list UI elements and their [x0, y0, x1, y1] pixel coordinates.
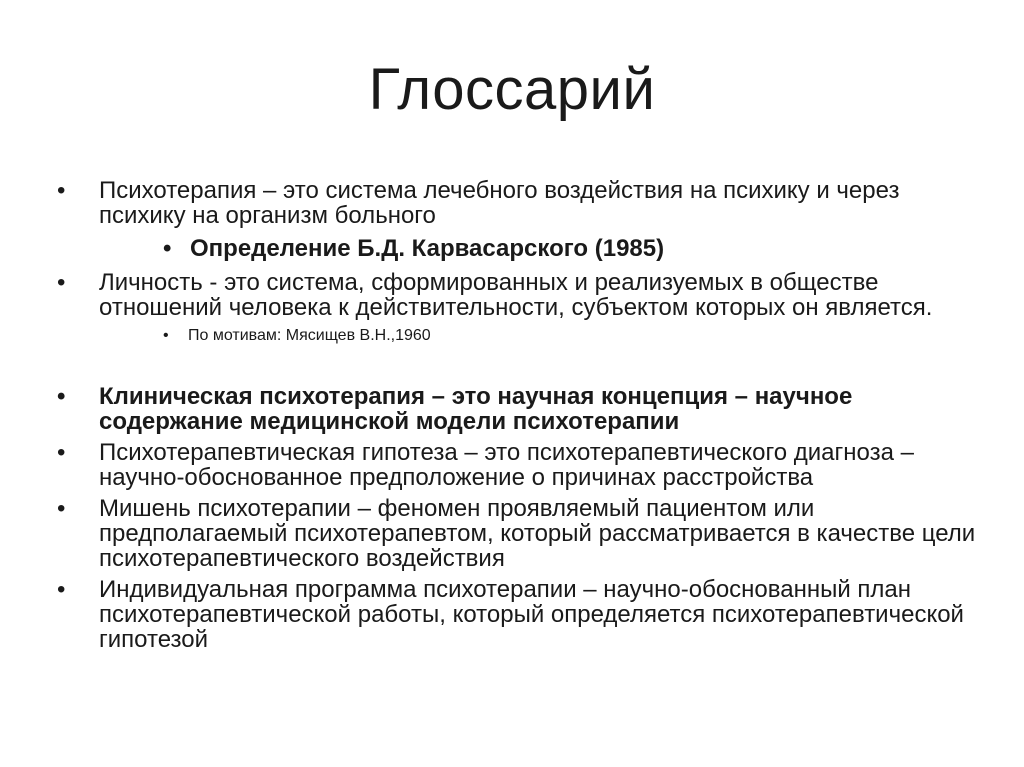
bullet-icon: •	[57, 177, 66, 204]
bullet-item-personality-source	[0, 326, 948, 346]
bullet-text: Психотерапевтическая гипотеза – это психотерапевтического диагноза – научно-обоснованное предположение о причинах расстройства	[99, 439, 914, 491]
bullet-icon: •	[57, 576, 66, 603]
bullet-icon: •	[163, 327, 169, 344]
bullet-item-psychotherapy	[0, 178, 979, 228]
bullet-item-individual-program	[0, 577, 979, 652]
bullet-icon: •	[57, 383, 66, 410]
bullet-item-definition-source	[0, 236, 950, 261]
bullet-list	[0, 178, 1024, 658]
bullet-item-hypothesis	[0, 440, 979, 490]
bullet-item-clinical-psychotherapy	[0, 384, 979, 434]
bullet-text: Индивидуальная программа психотерапии – научно-обоснованный план психотерапевтической работы, который определяется психотерапевтической гипотезой	[99, 576, 964, 653]
bullet-icon: •	[57, 495, 66, 522]
bullet-icon: •	[57, 269, 66, 296]
bullet-text: По мотивам: Мясищев В.Н.,1960	[188, 327, 431, 344]
slide-title: Глоссарий	[368, 57, 656, 122]
bullet-text: Клиническая психотерапия – это научная концепция – научное содержание медицинской модели психотерапии	[99, 383, 853, 435]
bullet-text: Личность - это система, сформированных и реализуемых в обществе отношений человека к действительности, субъектом которых он является.	[99, 269, 933, 321]
bullet-item-target	[0, 496, 979, 571]
bullet-icon: •	[57, 439, 66, 466]
bullet-item-personality	[0, 270, 979, 320]
bullet-text: Определение Б.Д. Карвасарского (1985)	[190, 235, 665, 262]
bullet-icon: •	[163, 235, 172, 262]
bullet-text: Психотерапия – это система лечебного воздействия на психику и через психику на организм больного	[99, 177, 900, 229]
bullet-text: Мишень психотерапии – феномен проявляемый пациентом или предполагаемый психотерапевтом, который рассматривается в качестве цели психотерапевтического воздействия	[99, 495, 976, 572]
